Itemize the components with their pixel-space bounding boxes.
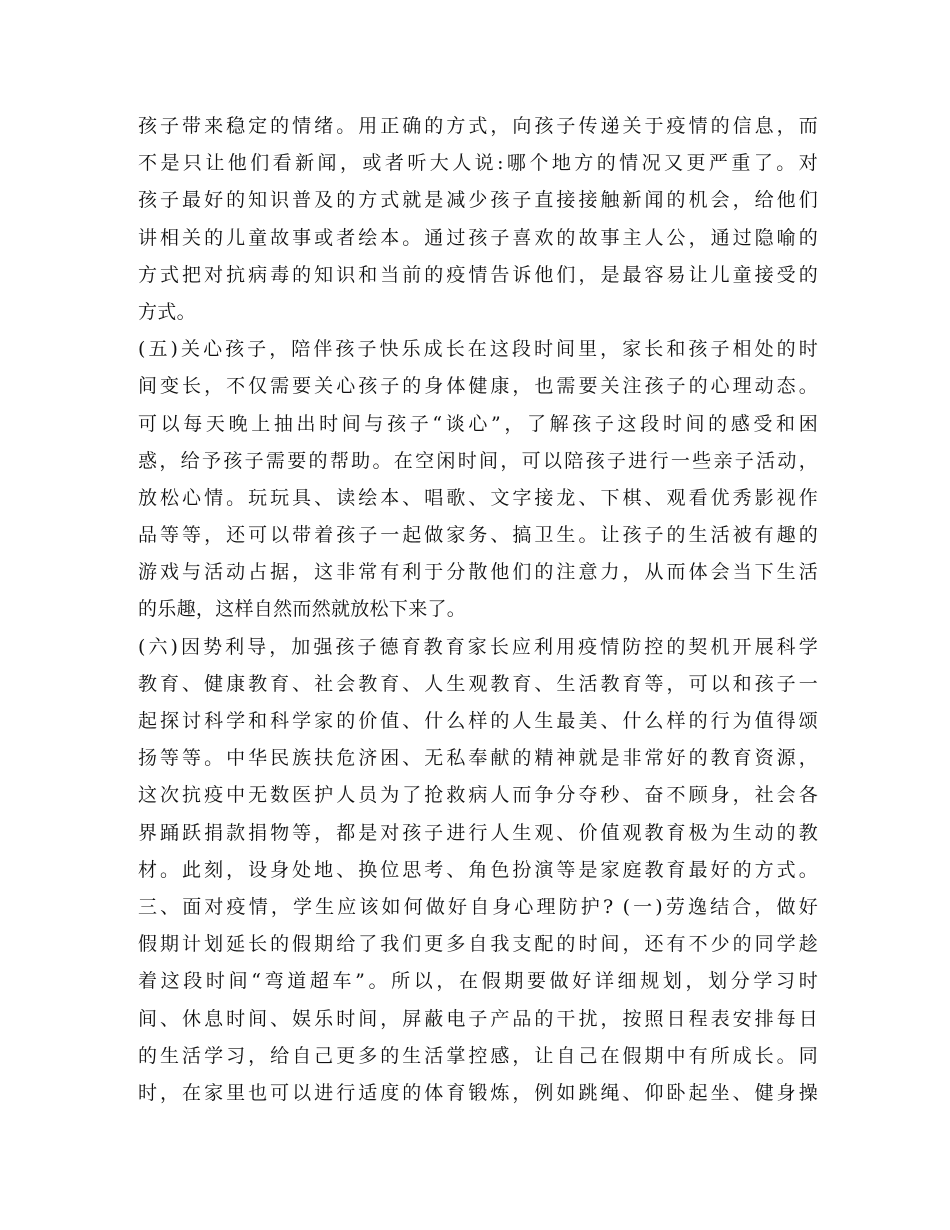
text-line: 材。此刻，设身处地、换位思考、角色扮演等是家庭教育最好的方式。 [138,858,818,881]
text-line: 起探讨科学和科学家的价值、什么样的人生最美、什么样的行为值得颂 [138,710,818,732]
text-line: 三、面对疫情，学生应该如何做好自身心理防护? (一)劳逸结合，做好 [138,895,818,918]
text-line: 时，在家里也可以进行适度的体育锻炼，例如跳绳、仰卧起坐、健身操 [138,1081,818,1104]
text-line: 不是只让他们看新闻，或者听大人说:哪个地方的情况又更严重了。对 [138,152,818,175]
document-body [138,108,818,1112]
text-line: 间、休息时间、娱乐时间，屏蔽电子产品的干扰，按照日程表安排每日 [138,1007,818,1030]
text-line: 游戏与活动占据，这非常有利于分散他们的注意力，从而体会当下生活 [138,561,818,584]
text-line: 放松心情。玩玩具、读绘本、唱歌、文字接龙、下棋、观看优秀影视作 [138,486,818,509]
text-line: (五)关心孩子，陪伴孩子快乐成长在这段时间里，家长和孩子相处的时 [138,338,818,361]
text-line: (六)因势利导，加强孩子德育教育家长应利用疫情防控的契机开展科学 [138,635,818,658]
text-line: 品等等，还可以带着孩子一起做家务、搞卫生。让孩子的生活被有趣的 [138,524,818,547]
text-line: 间变长，不仅需要关心孩子的身体健康，也需要关注孩子的心理动态。 [138,375,818,398]
text-line: 方式。 [138,300,196,323]
text-line: 讲相关的儿童故事或者绘本。通过孩子喜欢的故事主人公，通过隐喻的 [138,226,818,249]
text-line: 方式把对抗病毒的知识和当前的疫情告诉他们，是最容易让儿童接受的 [138,263,818,286]
text-line: 界踊跃捐款捐物等，都是对孩子进行人生观、价值观教育极为生动的教 [138,821,818,844]
text-line: 着这段时间“弯道超车”。所以，在假期要做好详细规划，划分学习时 [138,970,818,993]
text-line: 扬等等。中华民族扶危济困、无私奉献的精神就是非常好的教育资源， [138,747,818,770]
text-line: 孩子最好的知识普及的方式就是减少孩子直接接触新闻的机会，给他们 [138,189,818,212]
text-line: 这次抗疫中无数医护人员为了抢救病人而争分夺秒、奋不顾身，社会各 [138,784,818,807]
text-line: 孩子带来稳定的情绪。用正确的方式，向孩子传递关于疫情的信息，而 [138,115,818,137]
text-line: 假期计划延长的假期给了我们更多自我支配的时间，还有不少的同学趁 [138,933,818,956]
text-line: 教育、健康教育、社会教育、人生观教育、生活教育等，可以和孩子一 [138,672,818,695]
text-line: 的乐趣，这样自然而然就放松下来了。 [138,598,467,621]
text-line: 的生活学习，给自己更多的生活掌控感，让自己在假期中有所成长。同 [138,1044,818,1067]
text-line: 可以每天晚上抽出时间与孩子“谈心”，了解孩子这段时间的感受和困 [138,412,818,435]
text-line: 惑，给予孩子需要的帮助。在空闲时间，可以陪孩子进行一些亲子活动， [138,449,818,472]
